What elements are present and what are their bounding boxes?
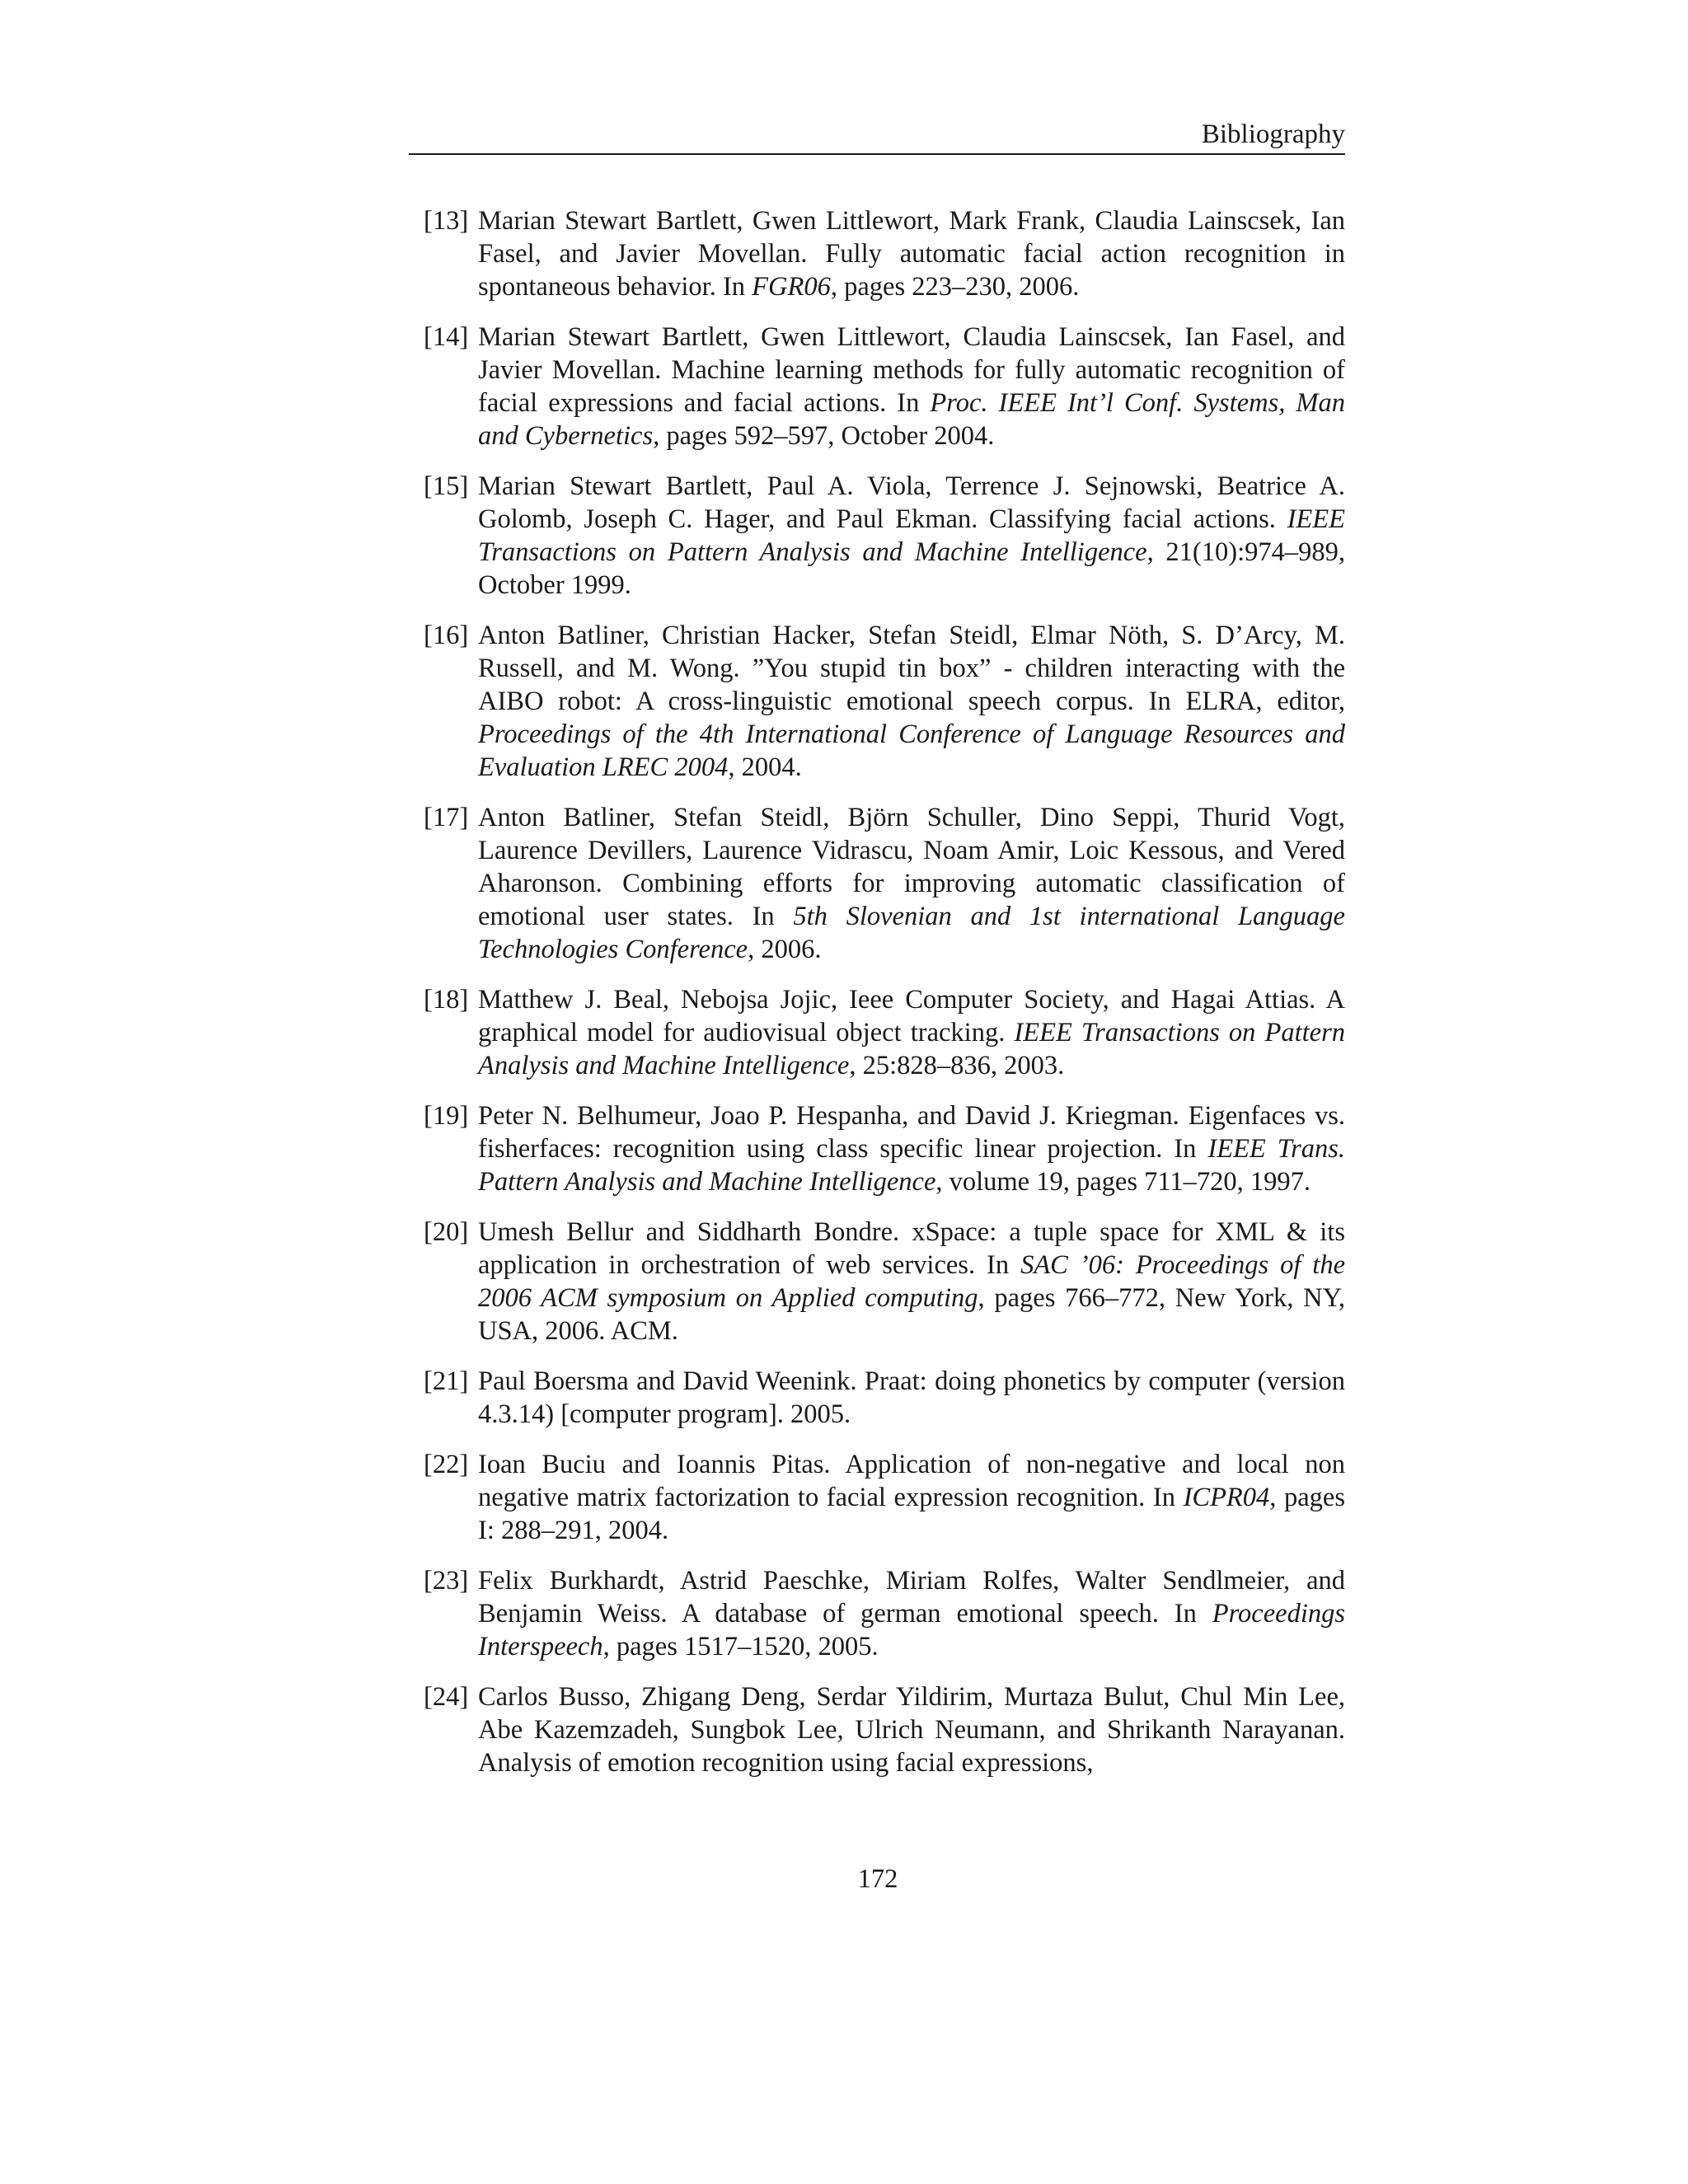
reference-text-segment: , 25:828–836, 2003. [849,1051,1065,1080]
reference-text [478,1680,1345,1779]
reference-text [478,1448,1345,1547]
reference-venue: IEEE Transactions on Pattern Analysis and Machine Intelligence [478,504,1345,567]
reference-text [478,470,1345,602]
reference-entry [424,470,1345,602]
reference-entry [424,1216,1345,1347]
reference-text-segment: , volume 19, pages 711–720, 1997. [935,1167,1311,1197]
reference-number: [18] [424,985,469,1015]
reference-text [478,1564,1345,1663]
reference-venue: IEEE Transactions on Pattern Analysis and Machine Intelligence [478,1018,1346,1080]
reference-text [478,204,1345,303]
reference-text-segment: Marian Stewart Bartlett, Paul A. Viola, Terrence J. Sejnowski, Beatrice A. Golomb, Joseph C. Hager, and Paul Ekman. Classifying facial actions. [478,471,1345,534]
reference-entry [424,1680,1345,1779]
reference-text [478,619,1345,784]
bibliography-list [424,204,1345,1797]
reference-text-segment: , pages 592–597, October 2004. [653,421,995,451]
reference-text-segment: Marian Stewart Bartlett, Gwen Littlewort, Mark Frank, Claudia Lainscsek, Ian Fasel, and Javier Movellan. Fully automatic facial action recognition in spontaneous behavior. In [478,206,1345,302]
reference-entry [424,983,1345,1082]
reference-entry [424,1564,1345,1663]
reference-entry [424,619,1345,784]
reference-number: [14] [424,322,469,352]
reference-text-segment: Ioan Buciu and Ioannis Pitas. Application of non-negative and local non negative matrix factorization to facial expression recognition. In [478,1450,1345,1512]
reference-number: [13] [424,206,469,236]
reference-number: [16] [424,621,469,650]
reference-text [478,1365,1345,1431]
reference-number: [22] [424,1450,469,1479]
reference-entry [424,321,1345,452]
reference-number: [15] [424,471,469,501]
reference-text-segment: , 21(10):974–989, October 1999. [478,537,1345,600]
reference-venue: SAC ’06: Proceedings of the 2006 ACM symposium on Applied computing [478,1250,1346,1313]
reference-text-segment: , pages 1517–1520, 2005. [603,1632,879,1661]
reference-venue: ICPR04 [1183,1483,1270,1512]
reference-number: [17] [424,803,469,832]
header-rule [409,153,1345,155]
reference-text [478,983,1345,1082]
reference-entry [424,801,1345,966]
running-head: Bibliography [1201,120,1345,149]
reference-text-segment: Paul Boersma and David Weenink. Praat: doing phonetics by computer (version 4.3.14) [computer program]. 2005. [478,1366,1345,1429]
reference-text [478,1216,1345,1347]
reference-text [478,321,1345,452]
reference-text-segment: Umesh Bellur and Siddharth Bondre. xSpace: a tuple space for XML & its application in orchestration of web services. In [478,1217,1345,1280]
reference-number: [24] [424,1682,469,1712]
reference-text [478,801,1345,966]
reference-text-segment: , pages 223–230, 2006. [830,272,1080,302]
reference-entry [424,1448,1345,1547]
reference-venue: Proc. IEEE Int’l Conf. Systems, Man and Cybernetics [478,388,1346,451]
reference-entry [424,1099,1345,1198]
reference-text-segment: Anton Batliner, Christian Hacker, Stefan Steidl, Elmar Nöth, S. D’Arcy, M. Russell, and M. Wong. ”You stupid tin box” - children interacting with the AIBO robot: A cross-linguistic emotional speech corpus. In ELRA, editor, [478,621,1345,716]
reference-venue: 5th Slovenian and 1st international Language Technologies Conference [478,902,1345,964]
reference-text-segment: Carlos Busso, Zhigang Deng, Serdar Yildirim, Murtaza Bulut, Chul Min Lee, Abe Kazemzadeh, Sungbok Lee, Ulrich Neumann, and Shrikanth Narayanan. Analysis of emotion recognition using facial expressions, [478,1682,1345,1778]
reference-number: [19] [424,1101,469,1131]
reference-venue: IEEE Trans. Pattern Analysis and Machine Intelligence [478,1134,1345,1197]
reference-text [478,1099,1345,1198]
reference-number: [20] [424,1217,469,1247]
reference-number: [23] [424,1566,469,1596]
page-number: 172 [857,1864,898,1894]
reference-entry [424,204,1345,303]
reference-entry [424,1365,1345,1431]
reference-number: [21] [424,1366,469,1396]
reference-text-segment: Peter N. Belhumeur, Joao P. Hespanha, and David J. Kriegman. Eigenfaces vs. fisherfaces: recognition using class specific linear projection. In [478,1101,1345,1164]
reference-text-segment: Felix Burkhardt, Astrid Paeschke, Miriam Rolfes, Walter Sendlmeier, and Benjamin Weiss. A database of german emotional speech. In [478,1566,1345,1629]
reference-text-segment: , 2006. [748,935,822,964]
reference-venue: FGR06 [752,272,831,302]
reference-text-segment: Marian Stewart Bartlett, Gwen Littlewort, Claudia Lainscsek, Ian Fasel, and Javier Movellan. Machine learning methods for fully automatic recognition of facial expressions and facial actions. In [478,322,1345,418]
reference-text-segment: Anton Batliner, Stefan Steidl, Björn Schuller, Dino Seppi, Thurid Vogt, Laurence Devillers, Laurence Vidrascu, Noam Amir, Loic Kessous, and Vered Aharonson. Combining efforts for improving automatic classification of emotional user states. In [478,803,1345,931]
reference-venue: Proceedings of the 4th International Conference of Language Resources and Evaluation LREC 2004 [478,719,1345,782]
reference-text-segment: Matthew J. Beal, Nebojsa Jojic, Ieee Computer Society, and Hagai Attias. A graphical model for audiovisual object tracking. [478,985,1345,1047]
reference-venue: Proceedings Interspeech [478,1599,1345,1661]
reference-text-segment: , pages I: 288–291, 2004. [478,1483,1346,1545]
reference-text-segment: , pages 766–772, New York, NY, USA, 2006. ACM. [478,1283,1345,1346]
reference-text-segment: , 2004. [728,752,802,782]
